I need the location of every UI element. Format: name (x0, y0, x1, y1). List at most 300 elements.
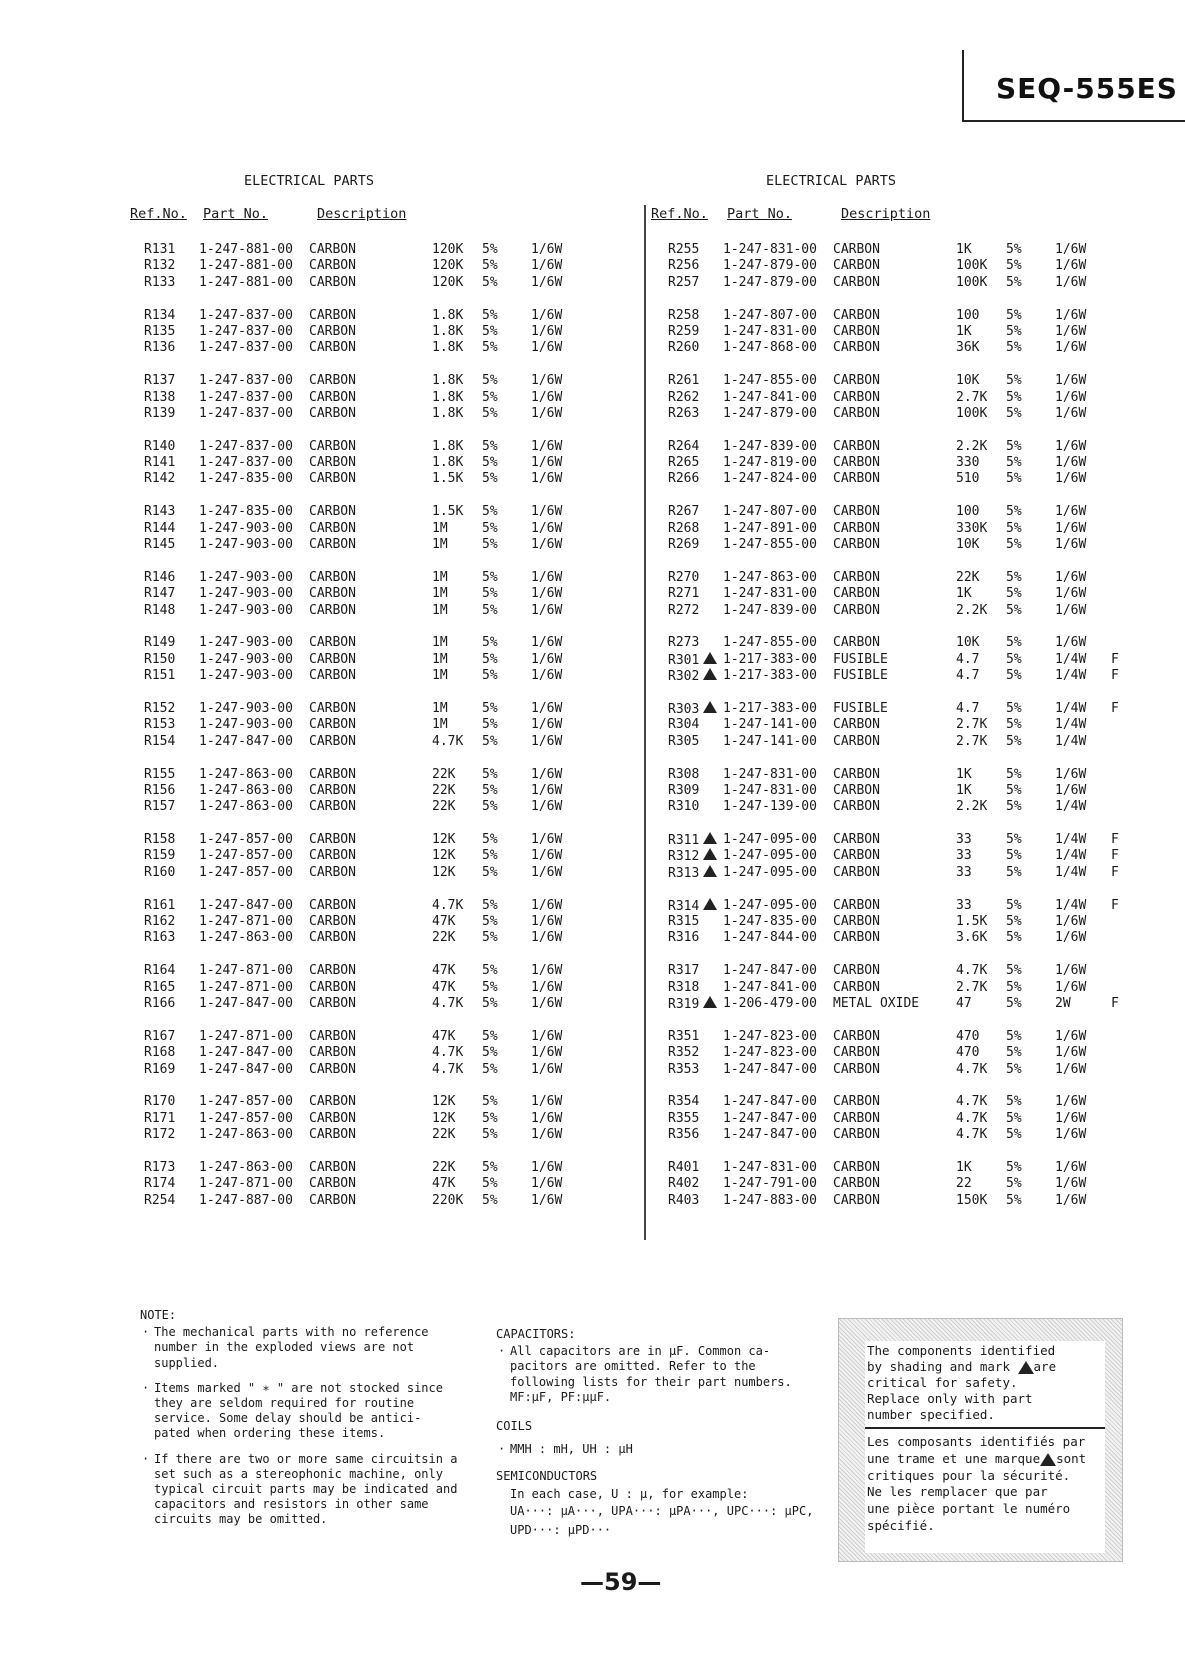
value-cell: 10K (956, 373, 980, 389)
description-cell: CARBON (833, 274, 880, 290)
tolerance-cell: 5% (482, 1159, 498, 1175)
description-cell: CARBON (309, 668, 356, 684)
ref-cell (668, 865, 720, 882)
value-cell: 4.7K (956, 1094, 988, 1110)
value-cell: 22K (432, 1159, 456, 1175)
ref-cell (668, 668, 720, 685)
table-row (144, 996, 704, 1012)
part-number-cell: 1-247-881-00 (199, 242, 293, 257)
value-cell: 1M (432, 602, 448, 618)
tolerance-cell: 5% (1006, 504, 1022, 520)
ref-cell: R150 (144, 651, 176, 667)
description-cell: CARBON (309, 995, 356, 1011)
value-cell: 220K (432, 1192, 464, 1208)
description-cell: FUSIBLE (833, 651, 888, 667)
description-cell: CARBON (833, 635, 880, 651)
value-cell: 1.8K (432, 405, 464, 421)
part-number-cell: 1-247-903-00 (199, 586, 293, 602)
table-row (668, 406, 1185, 422)
part-number-cell: 1-247-863-00 (199, 766, 293, 782)
part-number-cell: 1-247-903-00 (199, 569, 293, 585)
table-row (668, 783, 1185, 799)
part-number-cell: 1-247-837-00 (199, 389, 293, 405)
table-row (668, 832, 1185, 848)
value-cell: 4.7K (956, 963, 988, 979)
notes-block (140, 1308, 457, 1528)
tolerance-cell: 5% (482, 405, 498, 421)
value-cell: 4.7K (956, 1127, 988, 1143)
description-cell: CARBON (309, 635, 356, 651)
tolerance-cell: 5% (482, 832, 498, 848)
description-cell: CARBON (309, 733, 356, 749)
value-cell: 33 (956, 897, 972, 913)
part-number-cell: 1-247-839-00 (723, 438, 817, 454)
ref-cell: R254 (144, 1192, 176, 1208)
table-row (668, 652, 1185, 668)
table-row (668, 734, 1185, 750)
power-cell: 1/6W (531, 668, 563, 684)
value-cell: 2.7K (956, 389, 988, 405)
ref-cell: R317 (668, 963, 700, 979)
ref-cell: R259 (668, 323, 700, 339)
value-cell: 1.8K (432, 389, 464, 405)
description-cell: CARBON (309, 340, 356, 356)
value-cell: 12K (432, 1094, 456, 1110)
parts-group (668, 504, 1185, 553)
power-cell: 1/6W (1055, 1159, 1087, 1175)
flag-cell: F (1111, 897, 1119, 913)
description-cell: CARBON (833, 1028, 880, 1044)
part-number-cell: 1-247-903-00 (199, 602, 293, 618)
description-cell: CARBON (309, 1176, 356, 1192)
table-row (668, 996, 1185, 1012)
tolerance-cell: 5% (1006, 930, 1022, 946)
table-row (668, 799, 1185, 815)
power-cell: 1/6W (531, 635, 563, 651)
safety-line: spécifié. (867, 1517, 935, 1533)
notes-heading: NOTE: (140, 1308, 177, 1322)
table-row (144, 537, 704, 553)
value-cell: 1.8K (432, 340, 464, 356)
part-number-cell: 1-247-095-00 (723, 832, 817, 848)
value-cell: 47 (956, 995, 972, 1011)
part-number-cell: 1-247-841-00 (723, 389, 817, 405)
description-cell: CARBON (833, 1127, 880, 1143)
tolerance-cell: 5% (1006, 405, 1022, 421)
power-cell: 1/6W (531, 389, 563, 405)
tolerance-cell: 5% (482, 700, 498, 716)
table-row (144, 980, 704, 996)
safety-line-text: une trame et une marque (867, 1450, 1041, 1466)
description-cell: METAL OXIDE (833, 995, 920, 1011)
description-cell: CARBON (309, 1192, 356, 1208)
part-number-cell: 1-247-857-00 (199, 864, 293, 880)
table-row (144, 1160, 704, 1176)
table-row (668, 504, 1185, 520)
table-row (668, 865, 1185, 881)
tolerance-cell: 5% (482, 242, 498, 257)
power-cell: 1/6W (531, 995, 563, 1011)
safety-line-text: are (1033, 1359, 1057, 1374)
description-cell: CARBON (309, 389, 356, 405)
part-number-cell: 1-247-857-00 (199, 1110, 293, 1126)
parts-group (668, 1160, 1185, 1209)
table-row (144, 504, 704, 520)
part-number-cell: 1-247-839-00 (723, 602, 817, 618)
ref-cell: R162 (144, 914, 176, 930)
part-number-cell: 1-247-879-00 (723, 258, 817, 274)
ref-text: R314 (668, 898, 700, 914)
part-number-cell: 1-247-835-00 (723, 914, 817, 930)
part-number-cell: 1-247-871-00 (199, 1028, 293, 1044)
tolerance-cell: 5% (482, 1127, 498, 1143)
part-number-cell: 1-247-837-00 (199, 340, 293, 356)
description-cell: CARBON (833, 323, 880, 339)
safety-line (867, 1451, 1086, 1468)
table-row (668, 537, 1185, 553)
description-cell: CARBON (833, 897, 880, 913)
value-cell: 12K (432, 848, 456, 864)
ref-cell: R144 (144, 520, 176, 536)
description-cell: CARBON (833, 1159, 880, 1175)
description-cell: CARBON (833, 930, 880, 946)
value-cell: 2.7K (956, 717, 988, 733)
value-cell: 33 (956, 864, 972, 880)
value-cell: 1.8K (432, 438, 464, 454)
table-row (144, 242, 704, 258)
tolerance-cell: 5% (482, 668, 498, 684)
tolerance-cell: 5% (482, 340, 498, 356)
tolerance-cell: 5% (482, 914, 498, 930)
power-cell: 1/4W (1055, 897, 1087, 913)
part-number-cell: 1-247-871-00 (199, 979, 293, 995)
safety-line (867, 1359, 1056, 1375)
description-cell: CARBON (309, 963, 356, 979)
power-cell: 1/6W (531, 1127, 563, 1143)
header-rule-horizontal (962, 120, 1185, 122)
part-number-cell: 1-247-871-00 (199, 914, 293, 930)
power-cell: 1/6W (531, 405, 563, 421)
ref-cell: R157 (144, 799, 176, 815)
part-number-cell: 1-247-837-00 (199, 438, 293, 454)
description-cell: CARBON (309, 651, 356, 667)
safety-line: critical for safety. (867, 1375, 1018, 1390)
note-item-2 (140, 1381, 457, 1442)
value-cell: 1K (956, 782, 972, 798)
value-cell: 1M (432, 635, 448, 651)
tolerance-cell: 5% (482, 373, 498, 389)
table-row (144, 586, 704, 602)
parts-group (144, 635, 704, 684)
header-rule-vertical (962, 50, 964, 122)
ref-cell: R354 (668, 1094, 700, 1110)
tolerance-cell: 5% (482, 1028, 498, 1044)
power-cell: 1/6W (1055, 389, 1087, 405)
description-cell: CARBON (309, 602, 356, 618)
table-row (668, 242, 1185, 258)
value-cell: 22 (956, 1176, 972, 1192)
tolerance-cell: 5% (1006, 799, 1022, 815)
parts-group (668, 898, 1185, 947)
table-row (144, 390, 704, 406)
tolerance-cell: 5% (1006, 897, 1022, 913)
power-cell: 1/6W (1055, 504, 1087, 520)
power-cell: 1/6W (531, 471, 563, 487)
description-cell: CARBON (833, 733, 880, 749)
power-cell: 1/6W (1055, 307, 1087, 323)
ref-cell: R171 (144, 1110, 176, 1126)
ref-cell: R269 (668, 537, 700, 553)
part-number-cell: 1-247-871-00 (199, 963, 293, 979)
value-cell: 470 (956, 1028, 980, 1044)
table-row (144, 324, 704, 340)
part-number-cell: 1-247-903-00 (199, 668, 293, 684)
power-cell: 1/6W (1055, 274, 1087, 290)
description-cell: CARBON (309, 455, 356, 471)
power-cell: 1/6W (531, 1192, 563, 1208)
safety-line: Replace only with part (867, 1391, 1033, 1406)
right-header-desc: Description (841, 206, 931, 222)
part-number-cell: 1-247-824-00 (723, 471, 817, 487)
left-header-ref: Ref.No. (130, 206, 187, 222)
ref-cell: R138 (144, 389, 176, 405)
power-cell: 1/6W (531, 766, 563, 782)
parts-group (668, 308, 1185, 357)
part-number-cell: 1-247-863-00 (199, 930, 293, 946)
power-cell: 1/6W (1055, 471, 1087, 487)
description-cell: CARBON (833, 569, 880, 585)
left-section-title: ELECTRICAL PARTS (244, 173, 375, 189)
part-number-cell: 1-247-847-00 (199, 995, 293, 1011)
value-cell: 1K (956, 766, 972, 782)
parts-group (144, 308, 704, 357)
tolerance-cell: 5% (1006, 766, 1022, 782)
ref-cell: R256 (668, 258, 700, 274)
tolerance-cell: 5% (482, 258, 498, 274)
tolerance-cell: 5% (482, 897, 498, 913)
description-cell: CARBON (833, 832, 880, 848)
ref-cell: R261 (668, 373, 700, 389)
power-cell: 1/6W (1055, 438, 1087, 454)
ref-cell: R273 (668, 635, 700, 651)
part-number-cell: 1-247-837-00 (199, 307, 293, 323)
power-cell: 1/6W (531, 537, 563, 553)
power-cell: 1/6W (531, 832, 563, 848)
part-number-cell: 1-247-891-00 (723, 520, 817, 536)
power-cell: 1/6W (531, 569, 563, 585)
tolerance-cell: 5% (1006, 1159, 1022, 1175)
part-number-cell: 1-217-383-00 (723, 668, 817, 684)
tolerance-cell: 5% (1006, 914, 1022, 930)
power-cell: 1/6W (531, 455, 563, 471)
flag-cell: F (1111, 651, 1119, 667)
table-row (668, 603, 1185, 619)
power-cell: 1/6W (1055, 635, 1087, 651)
tolerance-cell: 5% (482, 733, 498, 749)
tolerance-cell: 5% (482, 537, 498, 553)
table-row (144, 455, 704, 471)
bullet-icon: · (142, 1325, 150, 1340)
description-cell: CARBON (309, 1127, 356, 1143)
value-cell: 1.5K (432, 504, 464, 520)
tolerance-cell: 5% (1006, 373, 1022, 389)
description-cell: CARBON (309, 323, 356, 339)
safety-line: Les composants identifiés par (867, 1434, 1086, 1449)
part-number-cell: 1-247-844-00 (723, 930, 817, 946)
table-row (144, 767, 704, 783)
power-cell: 1/6W (531, 1110, 563, 1126)
table-row (668, 914, 1185, 930)
parts-group (668, 635, 1185, 684)
value-cell: 1K (956, 323, 972, 339)
power-cell: 1/6W (1055, 242, 1087, 257)
safety-warning-icon (1040, 1453, 1056, 1466)
ref-cell: R167 (144, 1028, 176, 1044)
ref-cell (668, 848, 720, 865)
power-cell: 1/6W (1055, 373, 1087, 389)
table-row (144, 701, 704, 717)
ref-cell: R143 (144, 504, 176, 520)
description-cell: CARBON (309, 258, 356, 274)
part-number-cell: 1-247-857-00 (199, 848, 293, 864)
table-row (144, 717, 704, 733)
part-number-cell: 1-247-855-00 (723, 537, 817, 553)
ref-text: R311 (668, 833, 700, 849)
tolerance-cell: 5% (482, 1176, 498, 1192)
table-row (144, 406, 704, 422)
part-number-cell: 1-247-835-00 (199, 471, 293, 487)
tolerance-cell: 5% (1006, 1176, 1022, 1192)
value-cell: 1.8K (432, 455, 464, 471)
note-line: typical circuit parts may be indicated and (154, 1482, 458, 1497)
power-cell: 1/6W (531, 520, 563, 536)
table-row (668, 1045, 1185, 1061)
tolerance-cell: 5% (482, 1045, 498, 1061)
tolerance-cell: 5% (482, 569, 498, 585)
part-number-cell: 1-247-903-00 (199, 651, 293, 667)
ref-cell: R257 (668, 274, 700, 290)
safety-line: Ne les remplacer que par (867, 1484, 1048, 1500)
part-number-cell: 1-247-879-00 (723, 274, 817, 290)
parts-group (668, 570, 1185, 619)
power-cell: 1/6W (531, 651, 563, 667)
tolerance-cell: 5% (482, 1110, 498, 1126)
tolerance-cell: 5% (1006, 520, 1022, 536)
tolerance-cell: 5% (1006, 537, 1022, 553)
safety-warning-icon (1018, 1361, 1034, 1374)
right-header-part: Part No. (727, 206, 793, 222)
semiconductors-text (496, 1487, 813, 1502)
tolerance-cell: 5% (482, 438, 498, 454)
value-cell: 1M (432, 537, 448, 553)
ref-cell: R268 (668, 520, 700, 536)
ref-cell: R356 (668, 1127, 700, 1143)
description-cell: CARBON (833, 537, 880, 553)
description-cell: CARBON (833, 405, 880, 421)
description-cell: CARBON (833, 438, 880, 454)
description-cell: CARBON (833, 1192, 880, 1208)
ref-cell: R137 (144, 373, 176, 389)
tolerance-cell: 5% (1006, 455, 1022, 471)
power-cell: 1/6W (531, 307, 563, 323)
parts-group (144, 898, 704, 947)
description-cell: CARBON (309, 1110, 356, 1126)
safety-warning-icon (703, 865, 717, 877)
power-cell: 1/6W (1055, 323, 1087, 339)
part-number-cell: 1-247-883-00 (723, 1192, 817, 1208)
table-row (668, 1062, 1185, 1078)
table-row (668, 898, 1185, 914)
tolerance-cell: 5% (1006, 995, 1022, 1011)
tolerance-cell: 5% (1006, 1110, 1022, 1126)
tolerance-cell: 5% (1006, 340, 1022, 356)
parts-group (668, 242, 1185, 291)
tolerance-cell: 5% (1006, 635, 1022, 651)
power-cell: 1/6W (1055, 1192, 1087, 1208)
value-cell: 22K (432, 1127, 456, 1143)
part-number-cell: 1-247-847-00 (723, 1061, 817, 1077)
power-cell: 1/4W (1055, 717, 1087, 733)
description-cell: CARBON (833, 258, 880, 274)
description-cell: CARBON (833, 307, 880, 323)
table-row (144, 471, 704, 487)
note-line: pated when ordering these items. (154, 1426, 386, 1441)
description-cell: CARBON (309, 979, 356, 995)
description-cell: FUSIBLE (833, 700, 888, 716)
parts-group (668, 767, 1185, 816)
tolerance-cell: 5% (1006, 651, 1022, 667)
tolerance-cell: 5% (1006, 848, 1022, 864)
value-cell: 2.7K (956, 733, 988, 749)
value-cell: 2.2K (956, 602, 988, 618)
power-cell: 1/6W (531, 373, 563, 389)
tolerance-cell: 5% (1006, 1192, 1022, 1208)
ref-cell: R305 (668, 733, 700, 749)
power-cell: 1/6W (1055, 1127, 1087, 1143)
ref-cell: R271 (668, 586, 700, 602)
safety-line: number specified. (867, 1407, 995, 1422)
part-number-cell: 1-247-863-00 (199, 1127, 293, 1143)
value-cell: 120K (432, 258, 464, 274)
tolerance-cell: 5% (482, 782, 498, 798)
value-cell: 1.8K (432, 373, 464, 389)
power-cell: 2W (1055, 995, 1071, 1011)
power-cell: 1/6W (531, 274, 563, 290)
part-number-cell: 1-247-807-00 (723, 307, 817, 323)
power-cell: 1/6W (531, 782, 563, 798)
tolerance-cell: 5% (1006, 700, 1022, 716)
part-number-cell: 1-247-857-00 (199, 1094, 293, 1110)
safety-line: The components identified (867, 1343, 1056, 1358)
description-cell: CARBON (309, 864, 356, 880)
part-number-cell: 1-247-903-00 (199, 537, 293, 553)
tolerance-cell: 5% (482, 520, 498, 536)
table-row (144, 668, 704, 684)
value-cell: 47K (432, 963, 456, 979)
part-number-cell: 1-247-847-00 (199, 897, 293, 913)
note-line: Items marked " ∗ " are not stocked since (154, 1380, 443, 1395)
value-cell: 22K (432, 930, 456, 946)
tolerance-cell: 5% (482, 799, 498, 815)
table-row (144, 1193, 704, 1209)
capacitors-line: All capacitors are in μF. Common ca- (510, 1344, 771, 1359)
value-cell: 1K (956, 1159, 972, 1175)
tolerance-cell: 5% (1006, 274, 1022, 290)
value-cell: 2.2K (956, 438, 988, 454)
power-cell: 1/6W (531, 700, 563, 716)
power-cell: 1/6W (531, 1061, 563, 1077)
power-cell: 1/4W (1055, 864, 1087, 880)
